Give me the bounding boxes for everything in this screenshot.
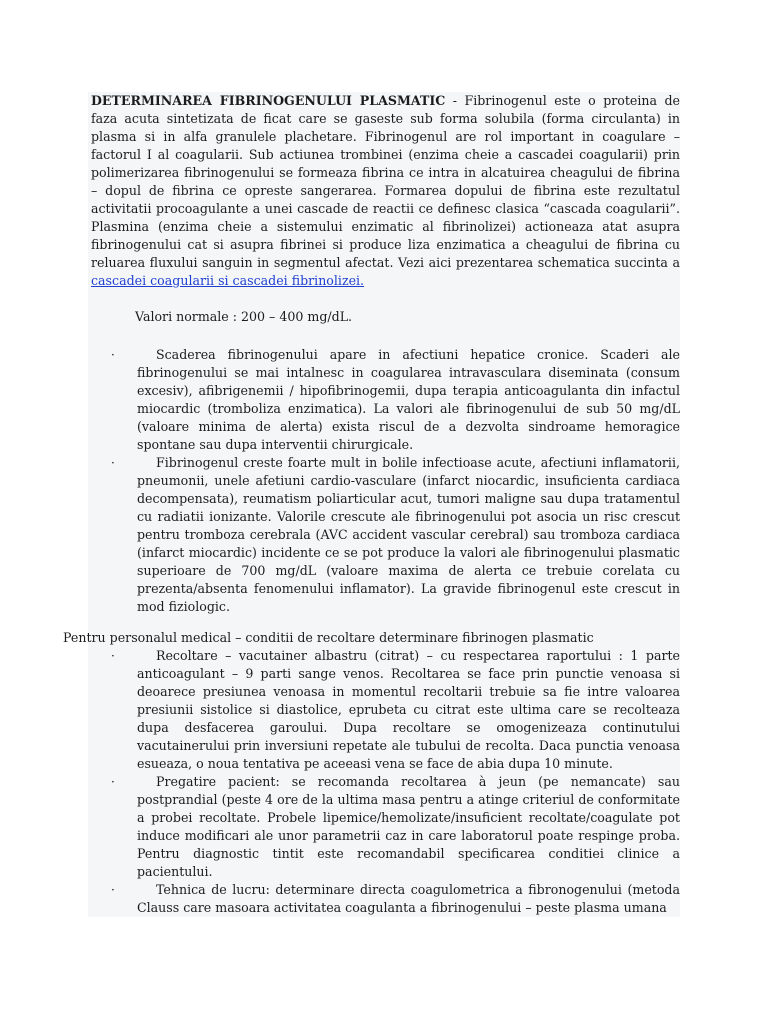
bullet-icon: · xyxy=(111,456,115,470)
list-item xyxy=(91,881,680,917)
finding-increase-text: Fibrinogenul creste foarte mult in bolile infectioase acute, afectiuni inflamatorii, pneumonii, unele afetiuni cardio-vasculare (infarct niocardic, insuficienta cardiaca decompensata), reumatism poliarticular acut, tumori maligne sau dupa tratamentul cu radiatii ionizante. Valorile crescute ale fibrinogenului pot asocia un risc crescut pentru tromboza cerebrala (AVC accident vascular cerebral) sau tromboza cardiaca (infarct miocardic) incidente ce se pot produce la valori ale fibrinogenului plasmatic superioare de 700 mg/dL (valoare maxima de alerta ce trebuie corelata cu prezenta/absenta fenomenului inflamator). La gravide fibrinogenul este crescut in mod fiziologic. xyxy=(137,455,680,614)
list-item xyxy=(91,346,680,454)
condition-patient-prep-text: Pregatire pacient: se recomanda recoltarea à jeun (pe nemancate) sau postprandial (peste 4 ore de la ultima masa pentru a atinge criteriul de conformitate a probei recoltate. Probele lipemice/hemolizate/insuficient recoltate/coagulate pot induce modificari ale unor parametrii caz in care laboratorul poate respinge proba. Pentru diagnostic tintit este recomandabil specificarea conditiei clinice a pacientului. xyxy=(137,774,680,879)
intro-paragraph xyxy=(91,92,680,290)
document-body xyxy=(63,92,680,917)
document-title: DETERMINAREA FIBRINOGENULUI PLASMATIC xyxy=(91,93,446,108)
list-item xyxy=(91,773,680,881)
cascade-link[interactable]: cascadei coagularii si cascadei fibrinolizei. xyxy=(91,273,365,288)
bullet-icon: · xyxy=(111,883,115,897)
conditions-list xyxy=(91,647,680,917)
bullet-icon: · xyxy=(111,775,115,789)
condition-collection-text: Recoltare – vacutainer albastru (citrat) – cu respectarea raportului : 1 parte anticoagulant – 9 parti sange venos. Recoltarea se face prin punctie venoasa si deoarece presiunea venoasa in momentul recoltarii trebuie sa fie intre valoarea presiunii sistolice si diastolice, eprubeta cu citrat este ultima care se recolteaza dupa desfacerea garoului. Dupa recoltare se omogenizeaza continutului vacutainerului prin inversiuni repetate ale tubului de recolta. Daca punctia venoasa esueaza, o noua tentativa pe aceeasi vena se face de abia dupa 10 minute. xyxy=(137,648,680,771)
list-item xyxy=(91,454,680,616)
list-item xyxy=(91,647,680,773)
findings-list xyxy=(91,346,680,616)
intro-text: - Fibrinogenul este o proteina de faza acuta sintetizata de ficat care se gaseste sub forma solubila (forma circulanta) in plasma si in alfa granulele plachetare. Fibrinogenul are rol important in coagulare – factorul I al coagularii. Sub actiunea trombinei (enzima cheie a cascadei coagularii) prin polimerizarea fibrinogenului se formeaza fibrina ce intra in alcatuirea cheagului de fibrina – dopul de fibrina ce opreste sangerarea. Formarea dopului de fibrina este rezultatul activitatii procoagulante a unei cascade de reactii ce definesc clasica “cascada coagularii”. Plasmina (enzima cheie a sistemului enzimatic al fibrinolizei) actioneaza atat asupra fibrinogenului cat si asupra fibrinei si produce liza enzimatica a cheagului de fibrina cu reluarea fluxului sanguin in segmentul afectat. Vezi aici prezentarea schematica succinta a xyxy=(91,93,680,270)
condition-technique-text: Tehnica de lucru: determinare directa coagulometrica a fibronogenului (metoda Clauss care masoara activitatea coagulanta a fibrinogenului – peste plasma umana xyxy=(137,882,680,915)
finding-decrease-text: Scaderea fibrinogenului apare in afectiuni hepatice cronice. Scaderi ale fibrinogenului se mai intalnesc in coagularea intravasculara diseminata (consum excesiv), afibrigenemii / hipofibrinogemii, dupa terapia anticoagulanta din infactul miocardic (tromboliza enzimatica). La valori ale fibrinogenului de sub 50 mg/dL (valoare minima de alerta) exista riscul de a dezvolta sindroame hemoragice spontane sau dupa interventii chirurgicale. xyxy=(137,347,680,452)
normal-values: Valori normale : 200 – 400 mg/dL. xyxy=(135,309,353,324)
bullet-icon: · xyxy=(111,348,115,362)
section-heading: Pentru personalul medical – conditii de recoltare determinare fibrinogen plasmatic xyxy=(63,630,594,645)
bullet-icon: · xyxy=(111,649,115,663)
